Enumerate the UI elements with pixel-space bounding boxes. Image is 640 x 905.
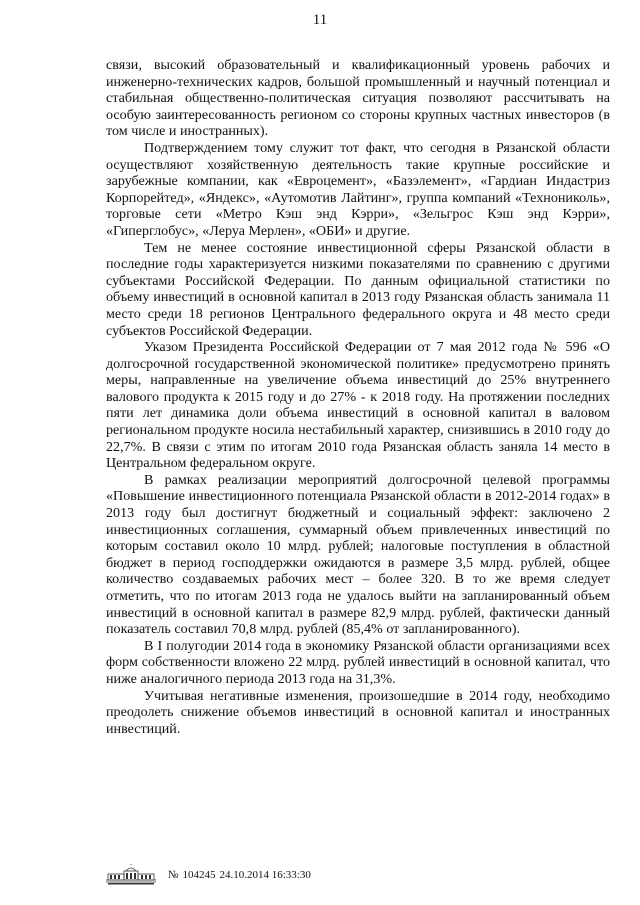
paragraph-5: В рамках реализации мероприятий долгосрочной целевой программы «Повышение инвестиционного потенциала Рязанской области в 2012-2014 годах» в 2013 году был достигнут бюджетный и социальный эффект: заключено 2 инвестиционных соглашения, суммарный объем привлеченных инвестиций по которым составил около 10 млрд. рублей; налоговые поступления в областной бюджет в период господдержки ожидаются в размере 3,5 млрд. рублей, общее количество создаваемых рабочих мест – более 320. В то же время следует отметить, что по итогам 2013 года не удалось выйти на запланированный объем инвестиций в основной капитал в размере 82,9 млрд. рублей, фактически данный показатель составил 70,8 млрд. рублей (85,4% от запланированного). bbox=[106, 471, 610, 638]
number-sign: № bbox=[168, 869, 179, 881]
registration-timestamp: 24.10.2014 16:33:30 bbox=[219, 869, 311, 881]
paragraph-1: связи, высокий образовательный и квалификационный уровень рабочих и инженерно-технических кадров, большой промышленный и научный потенциал и стабильная общественно-политическая ситуация позволяют рассчитывать на особую заинтересованность регионом со стороны крупных частных инвесторов (в том числе и иностранных). bbox=[106, 57, 610, 140]
document-body bbox=[106, 57, 610, 737]
paragraph-7: Учитывая негативные изменения, произошедшие в 2014 году, необходимо преодолеть снижение объемов инвестиций в основной капитал и иностранных инвестиций. bbox=[106, 687, 610, 737]
document-footer bbox=[104, 864, 315, 886]
page-number: 11 bbox=[312, 12, 328, 28]
document-number: 104245 bbox=[182, 869, 216, 881]
government-building-seal-icon bbox=[104, 864, 158, 886]
registration-stamp bbox=[168, 869, 315, 881]
paragraph-4: Указом Президента Российской Федерации от 7 мая 2012 года № 596 «О долгосрочной государственной экономической политике» предусмотрено принять меры, направленные на увеличение объема инвестиций до 25% внутреннего валового продукта к 2015 году и до 27% - к 2018 году. На протяжении последних пяти лет динамика доли объема инвестиций в основной капитал в валовом региональном продукте носила нестабильный характер, снизившись в 2010 году до 22,7%. В связи с этим по итогам 2010 года Рязанская область заняла 14 место в Центральном федеральном округе. bbox=[106, 339, 610, 472]
paragraph-6: В I полугодии 2014 года в экономику Рязанской области организациями всех форм собственности вложено 22 млрд. рублей инвестиций в основной капитал, что ниже аналогичного периода 2013 года на 31,3%. bbox=[106, 637, 610, 687]
paragraph-3: Тем не менее состояние инвестиционной сферы Рязанской области в последние годы характеризуется низкими показателями по сравнению с другими субъектами Российской Федерации. По данным официальной статистики по объему инвестиций в основной капитал в 2013 году Рязанская область занимала 11 место среди 18 регионов Центрального федерального округа и 48 место среди субъектов Российской Федерации. bbox=[106, 239, 610, 339]
paragraph-2: Подтверждением тому служит тот факт, что сегодня в Рязанской области осуществляют хозяйственную деятельность такие крупные российские и зарубежные компании, как «Евроцемент», «Базэлемент», «Гардиан Индастриз Корпорейтед», «Яндекс», «Аутомотив Лайтинг», группа компаний «Технониколь», торговые сети «Метро Кэш энд Кэрри», «Зельгрос Кэш энд Кэрри», «Гиперглобус», «Леруа Мерлен», «ОБИ» и другие. bbox=[106, 139, 610, 239]
